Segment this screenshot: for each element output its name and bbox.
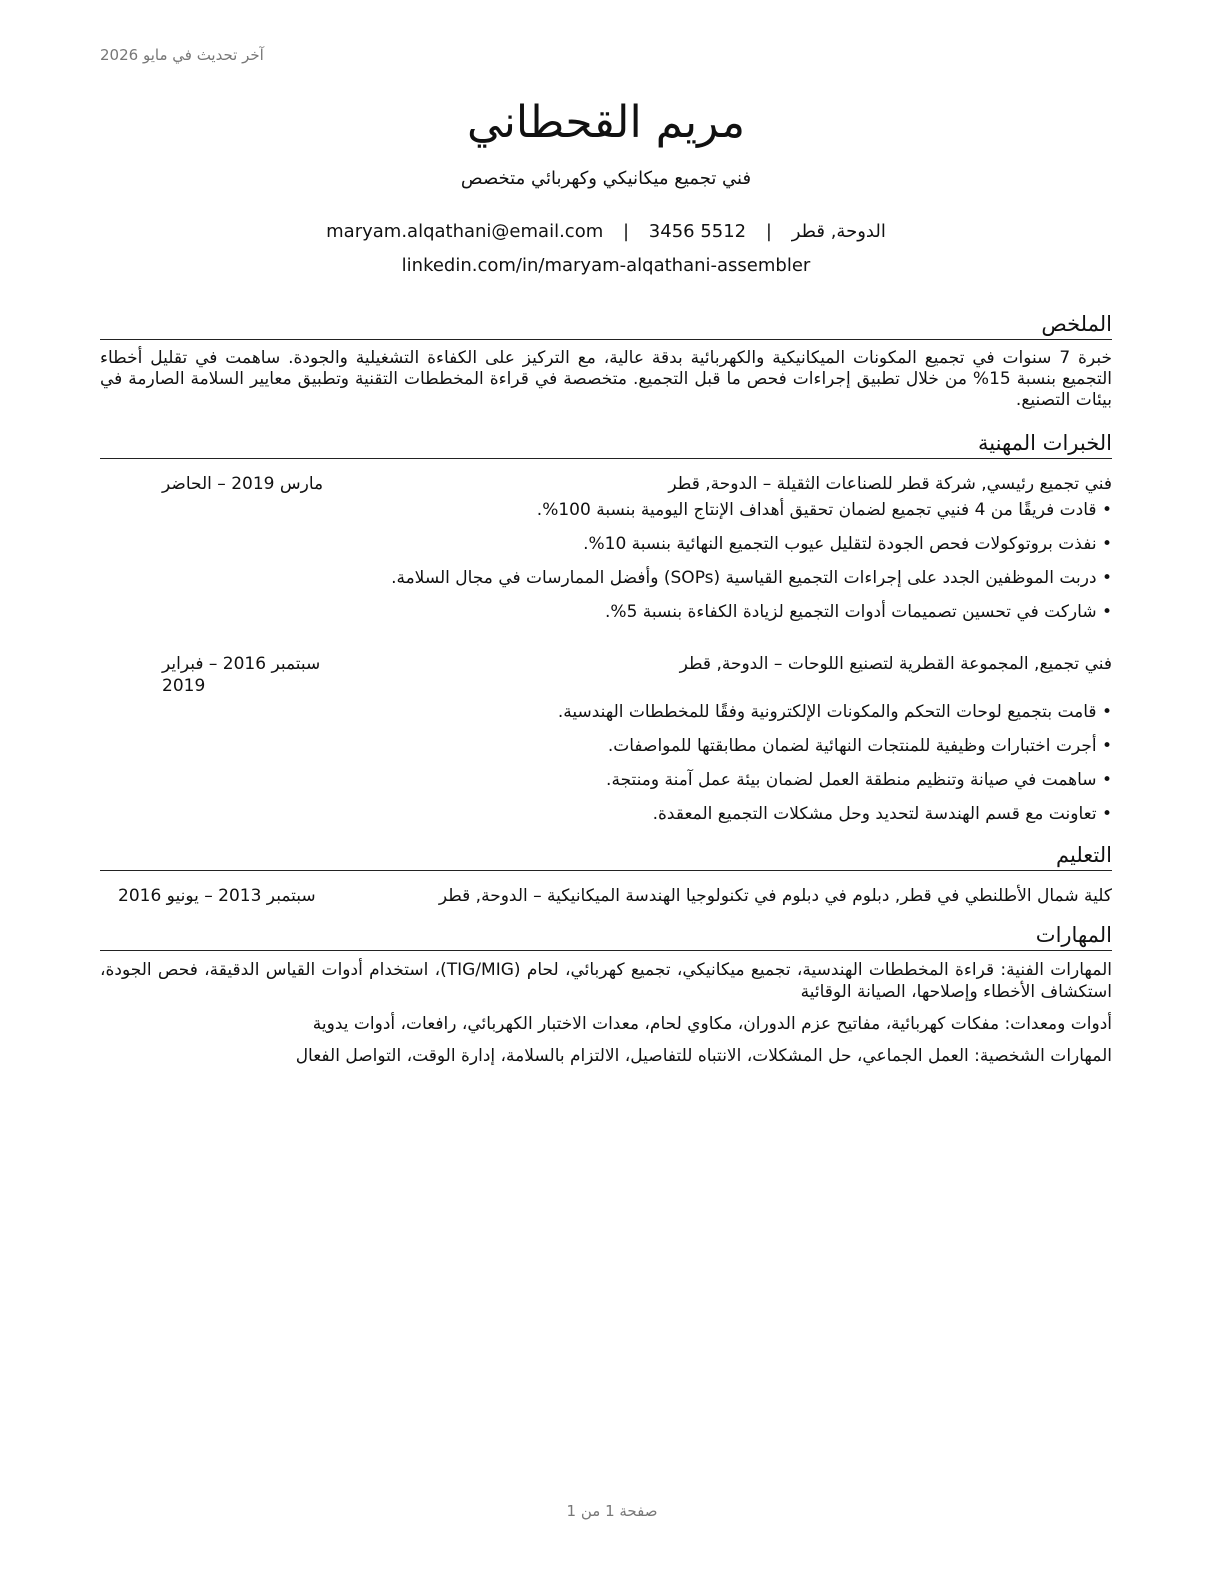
- candidate-name: مريم القحطاني: [466, 97, 746, 148]
- section-heading: التعليم: [100, 841, 1112, 871]
- list-item: • دربت الموظفين الجدد على إجراءات التجميع القياسية (SOPs) وأفضل الممارسات في مجال السلامة.: [100, 567, 1112, 589]
- skills-tools: أدوات ومعدات: مفكات كهربائية، مفاتيح عزم الدوران، مكاوي لحام، معدات الاختبار الكهربائي، رافعات، أدوات يدوية: [312, 1014, 1112, 1034]
- job-bullets: [100, 701, 1112, 825]
- separator: |: [622, 221, 630, 242]
- education-text: كلية شمال الأطلنطي في قطر, دبلوم في دبلوم في تكنولوجيا الهندسة الميكانيكية – الدوحة, قطر: [438, 886, 1112, 906]
- skills-section: [100, 921, 1112, 1067]
- list-item: • نفذت بروتوكولات فحص الجودة لتقليل عيوب التجميع النهائية بنسبة 10%.: [100, 533, 1112, 555]
- list-item: • قادت فريقًا من 4 فنيي تجميع لضمان تحقيق أهداف الإنتاج اليومية بنسبة 100%.: [100, 499, 1112, 521]
- phone: 3456 5512: [648, 221, 747, 242]
- job-dates: مارس 2019 – الحاضر: [162, 474, 324, 494]
- education-section: [100, 841, 1112, 907]
- job-header: [100, 653, 1112, 697]
- resume-content: [100, 310, 1112, 1077]
- job-entry: [100, 473, 1112, 623]
- summary-section: [100, 310, 1112, 411]
- job-bullets: [100, 499, 1112, 623]
- email-link[interactable]: maryam.alqathani@email.com: [326, 221, 604, 242]
- section-heading: الخبرات المهنية: [100, 429, 1112, 459]
- list-item: • قامت بتجميع لوحات التحكم والمكونات الإلكترونية وفقًا للمخططات الهندسية.: [100, 701, 1112, 723]
- education-dates: سبتمبر 2013 – يونيو 2016: [118, 886, 316, 906]
- contact-info: [100, 215, 1112, 283]
- section-heading: الملخص: [100, 310, 1112, 340]
- location: الدوحة, قطر: [791, 221, 886, 242]
- education-entry: [100, 885, 1112, 907]
- separator: |: [765, 221, 772, 242]
- job-role: فني تجميع, المجموعة القطرية لتصنيع اللوحات – الدوحة, قطر: [679, 654, 1112, 674]
- linkedin-link[interactable]: linkedin.com/in/maryam-alqathani-assembler: [401, 255, 811, 276]
- skills-technical: المهارات الفنية: قراءة المخططات الهندسية، تجميع ميكانيكي، تجميع كهربائي، لحام (TIG/MIG)، استخدام أدوات القياس الدقيقة، فحص الجودة، استكشاف الأخطاء وإصلاحها، الصيانة الوقائية: [100, 960, 1112, 1002]
- job-role: فني تجميع رئيسي, شركة قطر للصناعات الثقيلة – الدوحة, قطر: [668, 474, 1112, 494]
- section-heading: المهارات: [100, 921, 1112, 951]
- list-item: • شاركت في تحسين تصميمات أدوات التجميع لزيادة الكفاءة بنسبة 5%.: [100, 601, 1112, 623]
- summary-text: خبرة 7 سنوات في تجميع المكونات الميكانيكية والكهربائية بدقة عالية، مع التركيز على الكفاءة التشغيلية والجودة. ساهمت في تقليل أخطاء التجميع بنسبة 15% من خلال تطبيق إجراءات فحص ما قبل التجميع. متخصصة في قراءة المخططات التقنية وتطبيق معايير السلامة الصارمة في بيئات التصنيع.: [100, 348, 1112, 410]
- job-header: [100, 473, 1112, 495]
- list-item: • تعاونت مع قسم الهندسة لتحديد وحل مشكلات التجميع المعقدة.: [100, 803, 1112, 825]
- job-entry: [100, 653, 1112, 825]
- last-updated: آخر تحديث في مايو 2026: [100, 46, 264, 64]
- contact-line: [100, 215, 1112, 249]
- resume-header: [100, 92, 1112, 283]
- job-dates: سبتمبر 2016 – فبراير 2019: [162, 654, 321, 696]
- experience-section: [100, 429, 1112, 825]
- skills-soft: المهارات الشخصية: العمل الجماعي، حل المشكلات، الانتباه للتفاصيل، الالتزام بالسلامة، إدارة الوقت، التواصل الفعال: [295, 1046, 1112, 1066]
- candidate-title: فني تجميع ميكانيكي وكهربائي متخصص: [460, 168, 752, 189]
- list-item: • ساهمت في صيانة وتنظيم منطقة العمل لضمان بيئة عمل آمنة ومنتجة.: [100, 769, 1112, 791]
- list-item: • أجرت اختبارات وظيفية للمنتجات النهائية لضمان مطابقتها للمواصفات.: [100, 735, 1112, 757]
- page-number: صفحة 1 من 1: [566, 1502, 658, 1520]
